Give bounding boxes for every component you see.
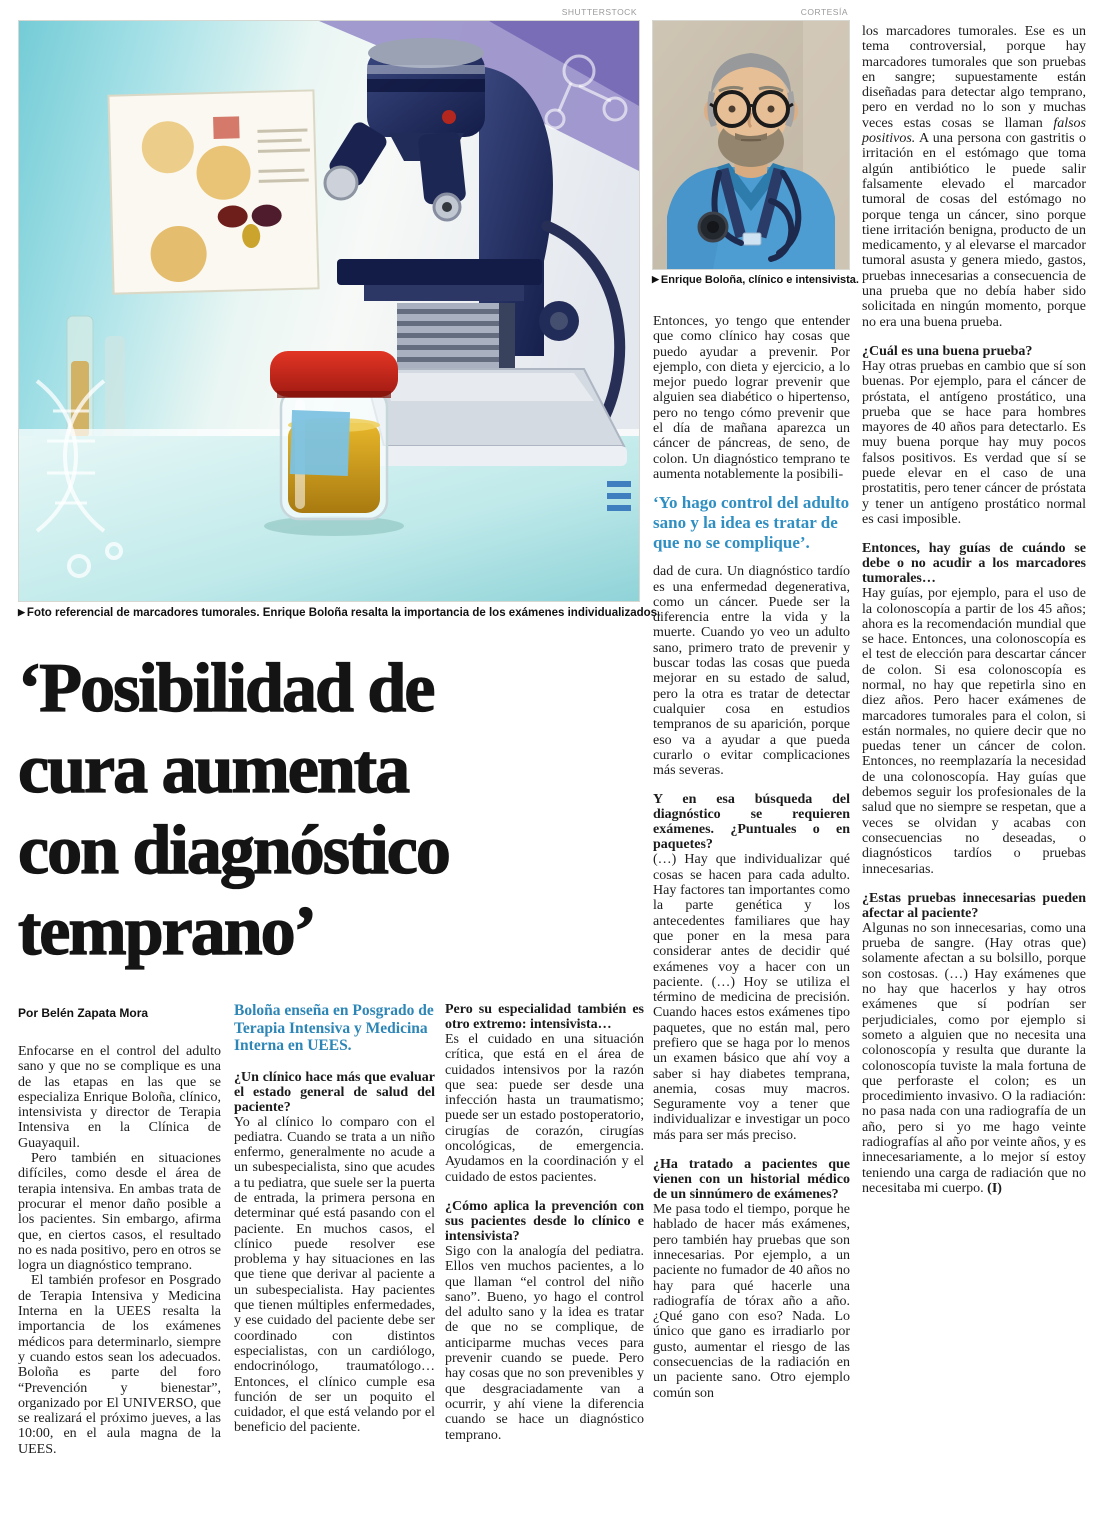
main-photo-caption — [18, 607, 661, 619]
photo-credit-doctor: CORTESÍA — [800, 7, 848, 17]
article-column-2 — [234, 1002, 435, 1436]
paragraph: dad de cura. Un diagnóstico tardío es una enfermedad degenerativa, como un cáncer. Puede ser la diferencia entre la vida y la muerte. Cuando yo veo un adulto sano, primero trato de prevenir y buscar todas las cosas que pueda mejorar en su estado de salud, pero la otra es tratar de detectar cualquier cosa en estudios tempranos de su aparición, porque eso va a ayudar a que pueda curarlo o evitar complicaciones más severas. — [653, 564, 850, 779]
photo-credit-main: SHUTTERSTOCK — [561, 7, 637, 17]
specimen-jar — [264, 351, 404, 536]
caption-arrow-icon: ▶ — [18, 607, 25, 617]
question-heading: ¿Ha tratado a pacientes que vienen con un historial médico de un sinnúmero de exámenes? — [653, 1157, 850, 1203]
byline: Por Belén Zapata Mora — [18, 1006, 149, 1020]
answer-paragraph: Me pasa todo el tiempo, porque he hablado de hacer más exámenes, pero también hay pruebas que son innecesarias. Por ejemplo, a un paciente no fumador de 40 años no hay para qué hacerle una radiografía de tórax año a año. ¿Qué gano con eso? Nada. Lo único que gano es irradiarlo por gusto, aumentar el riesgo de las consecuencias de la radiación en un paciente sano. Otro ejemplo común son — [653, 1202, 850, 1401]
doctor-portrait-illustration — [653, 21, 849, 269]
article-column-3 — [445, 1002, 644, 1443]
headline-line: con diagnóstico — [18, 812, 449, 889]
question-heading: ¿Cuál es una buena prueba? — [862, 343, 1033, 359]
paragraph-text: los marcadores tumorales. Ese es un tema controversial, porque hay marcadores tumorales que son pruebas en sangre; supuestamente están diseñadas para detectar algo temprano, pero en verdad no lo son y muchas veces estas cosas se llaman — [862, 24, 1086, 131]
blue-subhead: Boloña enseña en Posgrado de Terapia Intensiva y Medicina Interna en UEES. — [234, 1002, 434, 1054]
doctor-photo-caption — [652, 274, 859, 286]
answer-paragraph: (…) Hay que individualizar qué cosas se hacen para cada adulto. Hay factores tan importantes como la parte genética y los antecedentes familiares que hay que poner en la mesa para considerar antes de decidir qué exámenes voy a hacer con un paciente. (…) Hoy se utiliza el término de medicina de precisión. Cuando haces estos exámenes tipo paquetes, que no están mal, pero prefiero que se haga por lo menos un examen básico que ahí voy a saber si hay diabetes temprana, anemia, cosas muy macros. Seguramente voy a tener que individualizar e investigar un poco más para ser más preciso. — [653, 852, 850, 1143]
answer-paragraph: Hay otras pruebas en cambio que sí son buenas. Por ejemplo, para el cáncer de próstata, el antígeno prostático, una prueba que se hace para hombres mayores de 40 años para detectarlo. Es muy buena porque hay muy pocos falsos positivos. Es verdad que sí se puede elevar en el caso de una prostatitis, pero tener cáncer de próstata y tener un antígeno prostático normal es casi imposible. — [862, 358, 1086, 527]
headline-line: temprano’ — [18, 893, 315, 970]
lab-scene-illustration — [19, 21, 639, 601]
doctor-caption-text: Enrique Boloña, clínico e intensivista. — [660, 274, 859, 286]
question-heading: ¿Estas pruebas innecesarias pueden afectar al paciente? — [862, 890, 1086, 921]
paragraph: Enfocarse en el control del adulto sano y que no se complique es una de las etapas en las que se especializa Enrique Boloña, clínico, intensivista y director de Terapia Intensiva en la Clínica de Guayaquil. — [18, 1044, 221, 1151]
answer-paragraph: Yo al clínico lo comparo con el pediatra. Cuando se trata a un niño enfermo, generalmente no acude a un subespecialista, sino que acudes a tu pediatra, que suele ser la puerta de entrada, la primera persona en determinar qué está pasando con el paciente. En muchos casos, el clínico puede resolver ese problema y hay situaciones en las que tiene que derivar al paciente a un subespecialista. Hay pacientes que tienen múltiples enfermedades, y ese cuidado del paciente debe ser coordinado con distintos especialistas, con un cardiólogo, endocrinólogo, traumatólogo… Entonces, el clínico cumple esa función de ser un poquito el cuidador, el que está velando por el beneficio del paciente. — [234, 1114, 435, 1436]
main-caption-text: Foto referencial de marcadores tumorales. Enrique Boloña resalta la importancia de los exámenes individualizados. — [26, 607, 661, 619]
end-marker: (I) — [987, 1180, 1002, 1196]
italic-phrase: falsos positivos. — [862, 115, 1086, 147]
question-heading: Y en esa búsqueda del diagnóstico se requieren exámenes. ¿Puntuales o en paquetes? — [653, 792, 850, 853]
main-photo-lab-microscope — [18, 20, 640, 602]
paragraph: Pero también en situaciones difíciles, como desde el área de terapia intensiva. En ambas trata de procurar el menor daño posible a los pacientes. Sin embargo, afirma que, en ciertos casos, el resultado no es nada positivo, pero en otros se logra un diagnóstico temprano. — [18, 1151, 221, 1274]
article-column-4 — [653, 314, 850, 1401]
pull-quote: ‘Yo hago control del adulto sano y la idea es tratar de que no se complique’. — [653, 493, 850, 553]
anatomy-poster — [108, 90, 318, 293]
question-heading: Pero su especialidad también es otro extremo: intensivista… — [445, 1002, 644, 1032]
caption-arrow-icon: ▶ — [652, 274, 659, 284]
doctor-photo — [652, 20, 850, 270]
paragraph — [862, 24, 1086, 330]
article-headline — [18, 648, 648, 972]
paragraph-text: Algunas no son innecesarias, como una prueba de sangre. (Hay otras que) solamente afectan a su bolsillo, porque son costosas. (…) Hay exámenes que no hay que hacerlos y hay otros exámenes que sí podrían ser perjudiciales, como por ejemplo si someto a alguien que no necesita una colonoscopía y resulta que durante la colonoscopía tuviste la mala fortuna de que perforaste el colon; es un procedimiento invasivo. O la radiación: no pasa nada con una radiografía de un año, pero si yo me hago veinte radiografías al año por veinte años, y es innecesariamente, a lo mejor sí estoy teniendo una carga de radiación que no necesitaba mi cuerpo. — [862, 920, 1086, 1196]
question-heading: Entonces, hay guías de cuándo se debe o no acudir a los marcadores tumorales… — [862, 541, 1086, 587]
answer-paragraph: Es el cuidado en una situación crítica, que está en el área de cuidados intensivos por la razón que sea: puede ser desde una infección hasta un traumatismo; puede ser un estado postoperatorio, cirugías de corazón, cirugías oncológicas, de emergencia. Ayudamos en la coordinación y el cuidado de estos pacientes. — [445, 1032, 644, 1185]
answer-paragraph: Hay guías, por ejemplo, para el uso de la colonoscopía a partir de los 45 años; ahora es la recomendación mundial que se hace. Entonces, una colonoscopía es el test de elección para descartar cáncer de colon. Si esa colonoscopía es normal, no hay que repetirla sino en diez años. Pero hacer exámenes de marcadores tumorales para el colon, si están normales, no quiere decir que no puedas tener un cáncer de colon. Entonces, no reemplazaría la necesidad de una colonoscopía. Hay guías que debemos seguir los profesionales de la salud que no siempre se respetan, que a veces se olvidan y acabas con consecuencias no deseadas, o diagnósticos tardíos o pruebas innecesarias. — [862, 586, 1086, 877]
paragraph: El también profesor en Posgrado de Terapia Intensiva y Medicina Interna en la UEES resalta la importancia de los exámenes médicos para determinarlo, siempre y cuando estos sean los adecuados. Boloña es parte del foro “Prevención y bienestar”, organizado por El UNIVERSO, que se realizará el próximo jueves, a las 10:00, en el aula magna de la UEES. — [18, 1273, 221, 1457]
answer-paragraph — [862, 921, 1086, 1196]
question-heading: ¿Cómo aplica la prevención con sus pacientes desde lo clínico e intensivista? — [445, 1198, 644, 1244]
answer-paragraph: Sigo con la analogía del pediatra. Ellos ven muchos pacientes, a lo que llaman “el control del niño sano”. Bueno, yo hago el control del adulto sano y la idea es tratar de que no se complique, de anticiparme muchas veces para prevenir cuando se puede. Pero hay cosas que no son prevenibles y que desgraciadamente van a ocurrir, y ahí viene la diferencia cuando se hace un diagnóstico temprano. — [445, 1243, 644, 1443]
headline-line: cura aumenta — [18, 731, 409, 808]
question-heading: ¿Un clínico hace más que evaluar el estado general de salud del paciente? — [234, 1069, 435, 1115]
headline-line: ‘Posibilidad de — [18, 650, 434, 727]
article-column-5 — [862, 24, 1086, 1196]
article-column-1 — [18, 1044, 221, 1457]
paragraph: Entonces, yo tengo que entender que como clínico hay cosas que puedo ayudar a prevenir. Por ejemplo, con dieta y ejercicio, a lo mejor puedo lograr prevenir que alguien sea diabético o hipertenso, pero no tengo cómo prevenir que el día de mañana aparezca un cáncer de páncreas, de seno, de colon. Un diagnóstico temprano te aumenta notablemente la posibili- — [653, 314, 850, 482]
paragraph-text: A una persona con gastritis o irritación en el estómago que toma algún antibiótico le puede salir falsamente elevado el marcador tumoral de cosas del estómago no porque tenga un cáncer, sino porque tiene irritación benigna, producto de un medicamento, y al elevarse el marcador tumoral asusta y genera miedo, gastos, pruebas innecesarias a consecuencia de una prueba que no debía haber sido solicitada en ningún momento, porque no era una buena prueba. — [862, 131, 1086, 330]
